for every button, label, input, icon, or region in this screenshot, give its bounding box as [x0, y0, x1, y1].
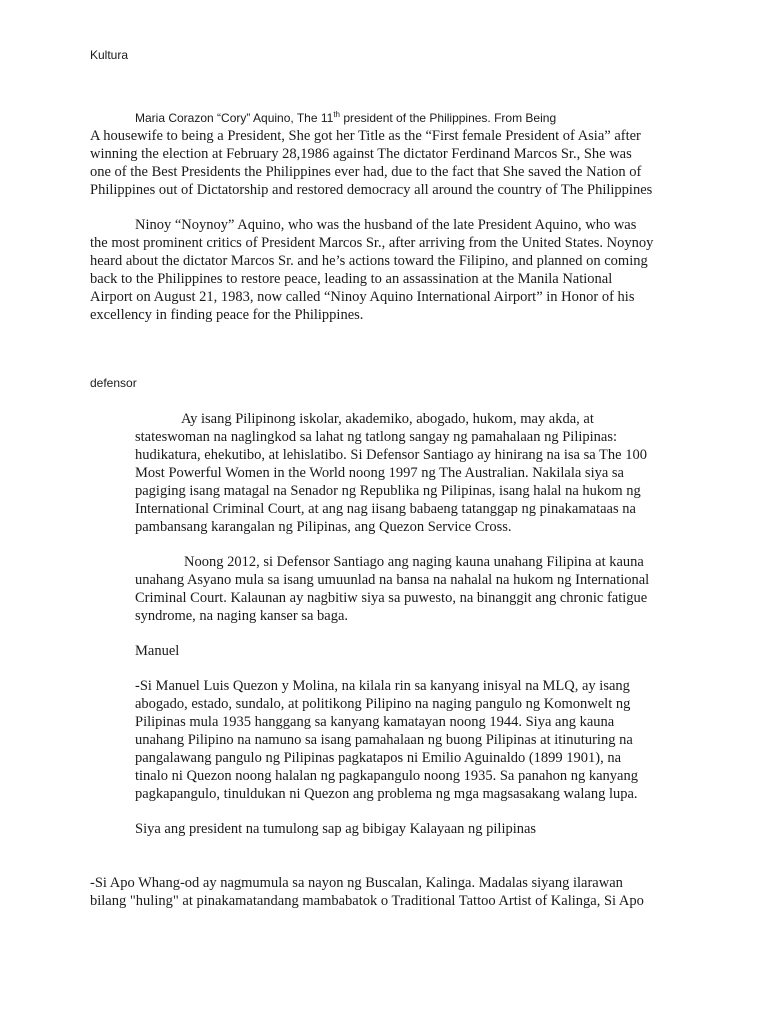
text-line: abogado, estado, sundalo, at politikong Pilipino na naging pangulo ng Komonwelt ng: [135, 696, 631, 712]
heading-defensor: defensor: [90, 376, 137, 390]
text-line: heard about the dictator Marcos Sr. and he’s actions toward the Filipino, and planned on coming: [90, 253, 648, 269]
text-line: one of the Best Presidents the Philippines ever had, due to the fact that She saved the Nation of: [90, 164, 642, 180]
text-line: syndrome, na naging kanser sa baga.: [135, 608, 349, 624]
text-line: pagiging isang matagal na Senador ng Republika ng Pilipinas, isang halal na hukom ng: [135, 483, 641, 499]
text-line: the most prominent critics of President Marcos Sr., after arriving from the United States. Noynoy: [90, 235, 654, 251]
text-line: Ay isang Pilipinong iskolar, akademiko, abogado, hukom, may akda, at: [181, 411, 594, 427]
text-line: pambansang karangalan ng Pilipinas, ang Quezon Service Cross.: [135, 519, 512, 535]
text-line: excellency in finding peace for the Philippines.: [90, 307, 364, 323]
text-line: Criminal Court. Kalaunan ay nagbitiw siya sa puwesto, na binanggit ang chronic fatigue: [135, 590, 648, 606]
text-line: pagkapangulo, tinuldukan ni Quezon ang problema ng mga magsasakang walang lupa.: [135, 786, 638, 802]
text-line: unahang Pilipino na namuno sa isang pamahalaan ng buong Pilipinas at itinuturing na: [135, 732, 633, 748]
cory-first-line: Maria Corazon “Cory” Aquino, The 11th president of the Philippines. From Being: [135, 110, 557, 125]
text-line: back to the Philippines to restore peace, leading to an assassination at the Manila National: [90, 271, 613, 287]
text-line: Ninoy “Noynoy” Aquino, who was the husband of the late President Aquino, who was: [135, 217, 637, 233]
text-line: pangalawang pangulo ng Pilipinas pagkatapos ni Emilio Aguinaldo (1899 1901), na: [135, 750, 622, 766]
text-line: -Si Apo Whang-od ay nagmumula sa nayon ng Buscalan, Kalinga. Madalas siyang ilarawan: [90, 875, 623, 891]
paragraph-manuel-2: Siya ang president na tumulong sap ag bibigay Kalayaan ng pilipinas: [135, 821, 537, 837]
text-line: A housewife to being a President, She got her Title as the “First female President of Asia” after: [90, 128, 641, 144]
text-line: Pilipinas mula 1935 hanggang sa kanyang kamatayan noong 1944. Siya ang kauna: [135, 714, 615, 730]
heading-kultura: Kultura: [90, 48, 129, 62]
heading-manuel: Manuel: [135, 643, 180, 659]
text-line: Philippines out of Dictatorship and restored democracy all around the country of The Philippines: [90, 182, 653, 198]
text-line: hudikatura, ehekutibo, at lehislatibo. Si Defensor Santiago ay hinirang na isa sa The 100: [135, 447, 647, 463]
text-line: tinalo ni Quezon noong halalan ng pagkapangulo noong 1935. Sa panahon ng kanyang: [135, 768, 638, 784]
text-line: unahang Asyano mula sa isang umuunlad na bansa na nahalal na hukom ng International: [135, 572, 650, 588]
text-line: bilang "huling" at pinakamatandang mambabatok o Traditional Tattoo Artist of Kalinga, Si Apo: [90, 893, 644, 909]
text-line: Airport on August 21, 1983, now called “Ninoy Aquino International Airport” in Honor of his: [90, 289, 635, 305]
text-line: winning the election at February 28,1986 against The dictator Ferdinand Marcos Sr., She was: [90, 146, 632, 162]
text-line: stateswoman na naglingkod sa lahat ng tatlong sangay ng pamahalaan ng Pilipinas:: [135, 429, 618, 445]
text-line: Most Powerful Women in the World noong 1997 ng The Australian. Nakilala siya sa: [135, 465, 624, 481]
text-line: -Si Manuel Luis Quezon y Molina, na kilala rin sa kanyang inisyal na MLQ, ay isang: [135, 678, 630, 694]
text-line: Noong 2012, si Defensor Santiago ang naging kauna unahang Filipina at kauna: [184, 554, 644, 570]
text-line: International Criminal Court, at ang nag iisang babaeng tatanggap ng pinakamataas na: [135, 501, 636, 517]
